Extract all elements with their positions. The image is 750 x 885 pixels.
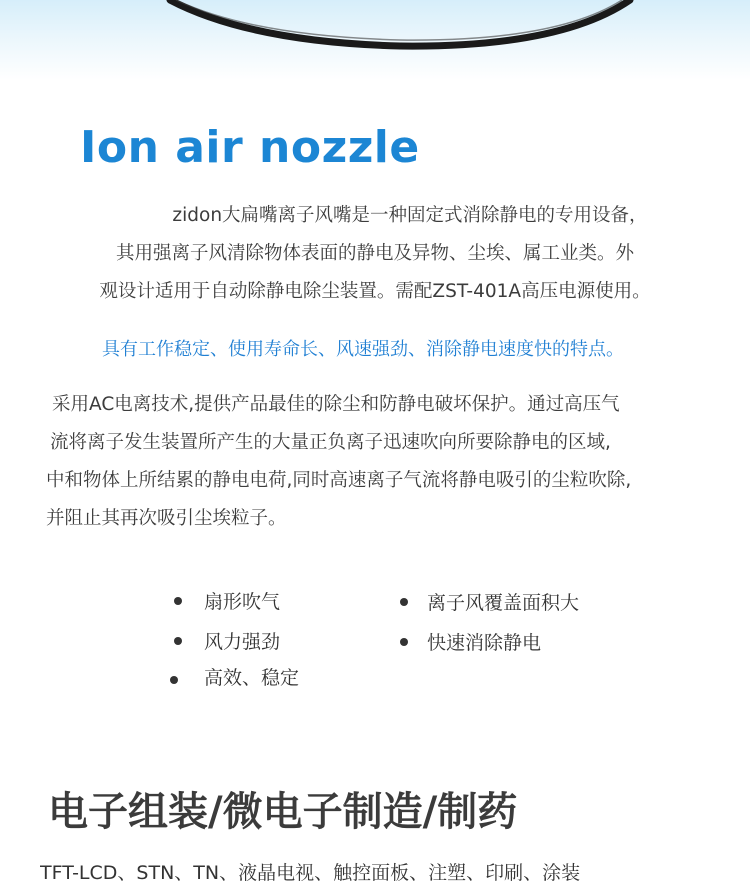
bullet-dot-icon xyxy=(174,637,182,645)
hero-title: Ion air nozzle xyxy=(80,122,420,173)
body-line-2: 流将离子发生装置所产生的大量正负离子迅速吹向所要除静电的区域, xyxy=(50,432,611,453)
highlight-sentence: 具有工作稳定、使用寿命长、风速强劲、消除静电速度快的特点。 xyxy=(102,339,624,360)
body-line-1: 采用AC电离技术,提供产品最佳的除尘和防静电破坏保护。通过高压气 xyxy=(52,394,620,415)
body-line-4: 并阻止其再次吸引尘埃粒子。 xyxy=(46,508,287,529)
application-list-partial: TFT-LCD、STN、TN、液晶电视、触控面板、注塑、印刷、涂装 xyxy=(40,862,581,884)
technology-paragraph xyxy=(40,386,720,538)
bullet-dot-icon xyxy=(170,676,178,684)
intro-line-3: 观设计适用于自动除静电除尘装置。需配ZST-401A高压电源使用。 xyxy=(99,281,651,302)
body-line-3: 中和物体上所结累的静电电荷,同时高速离子气流将静电吸引的尘粒吹除, xyxy=(46,470,632,491)
feature-list: 扇形吹气 离子风覆盖面积大 风力强劲 快速消除静电 高效、稳定 xyxy=(0,580,750,700)
intro-line-1: zidon大扁嘴离子风嘴是一种固定式消除静电的专用设备， xyxy=(172,205,648,226)
bullet-dot-icon xyxy=(400,638,408,646)
nozzle-cable-image xyxy=(0,0,750,80)
intro-line-2: 其用强离子风清除物体表面的静电及异物、尘埃、属工业类。外 xyxy=(115,243,634,264)
intro-paragraph xyxy=(40,197,710,311)
bullet-dot-icon xyxy=(400,598,408,606)
section-title: 电子组装/微电子制造/制药 xyxy=(48,789,518,835)
bullet-dot-icon xyxy=(174,597,182,605)
